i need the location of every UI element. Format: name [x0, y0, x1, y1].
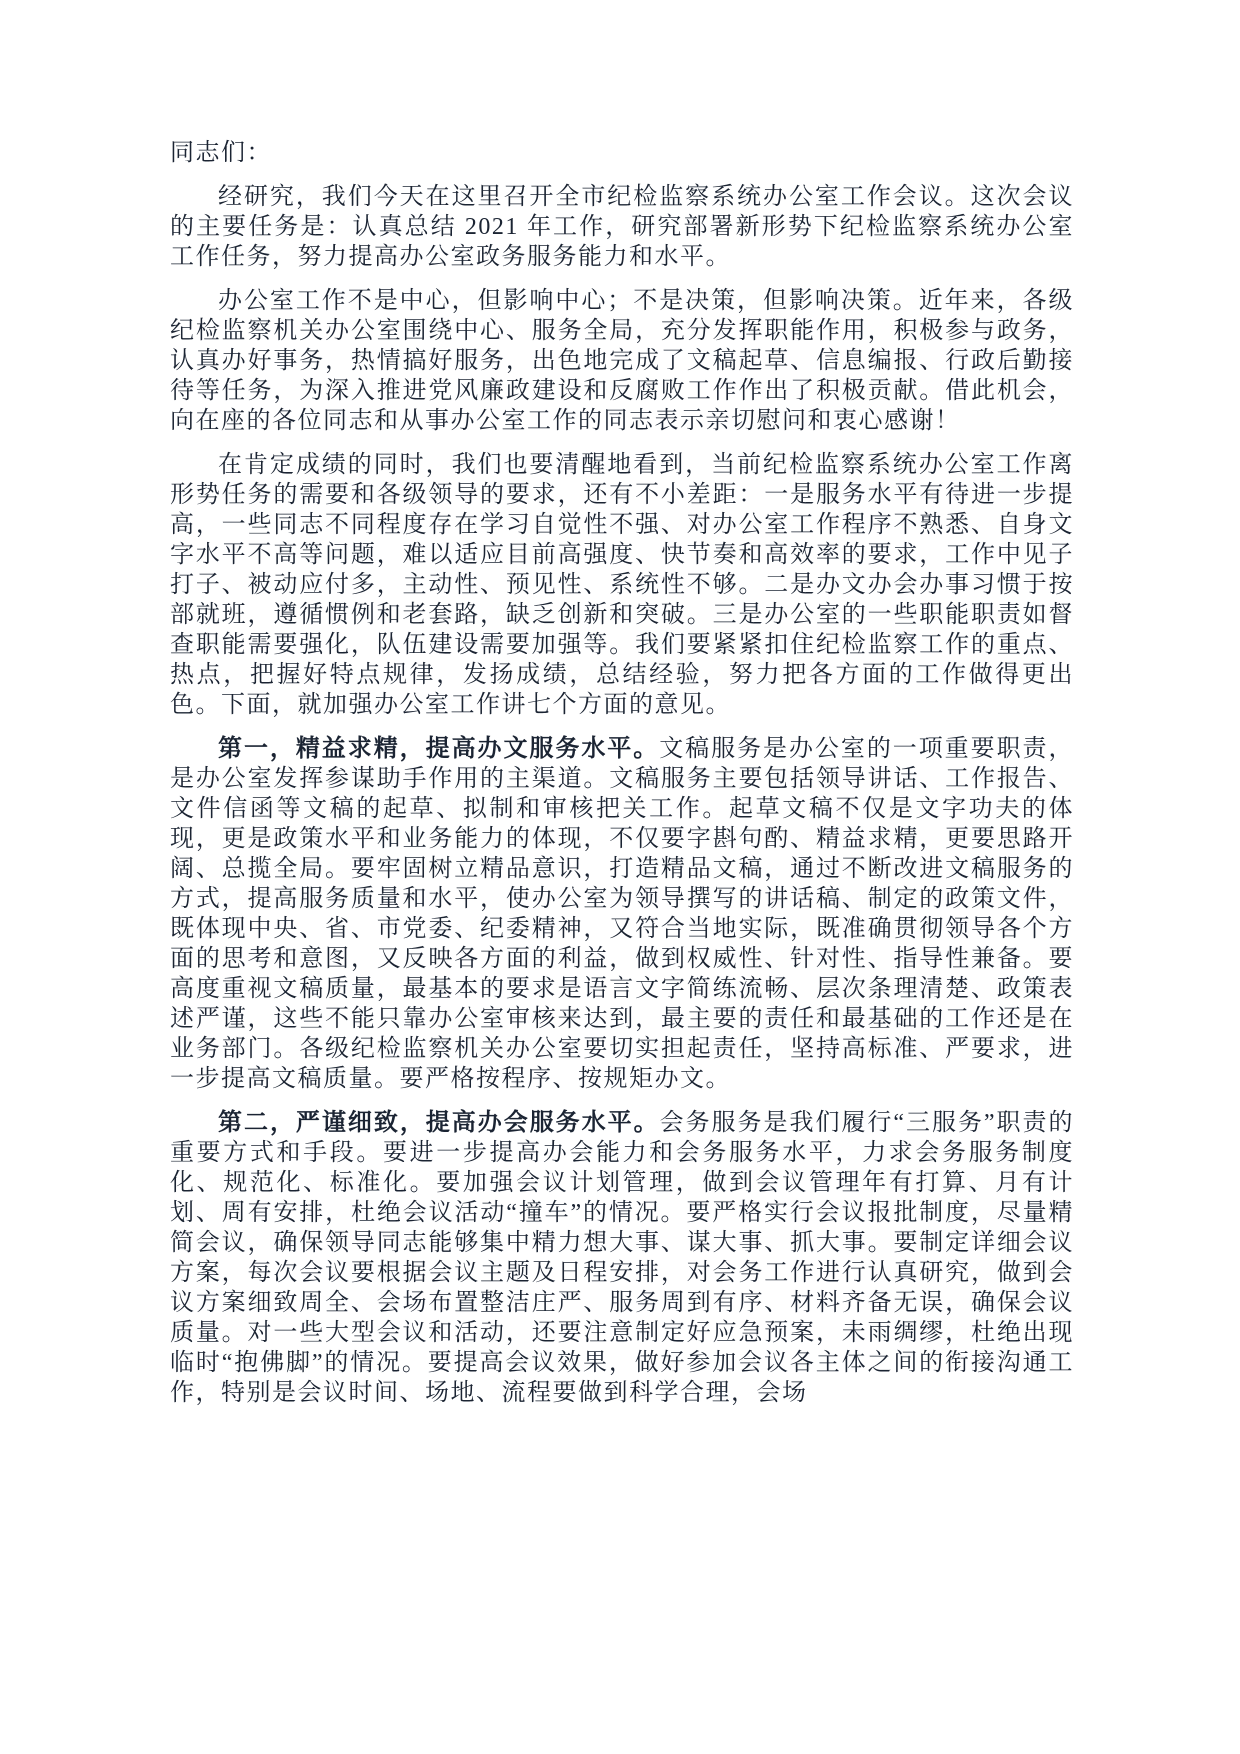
- paragraph-point-2-heading: 第二，严谨细致，提高办会服务水平。: [218, 1110, 660, 1136]
- paragraph-point-1: [170, 734, 1074, 1094]
- paragraph-meeting-purpose: 经研究，我们今天在这里召开全市纪检监察系统办公室工作会议。这次会议的主要任务是：认真总结 2021 年工作，研究部署新形势下纪检监察系统办公室工作任务，努力提高办公室政务服务能力和水平。: [170, 184, 1074, 270]
- paragraph-point-1-heading: 第一，精益求精，提高办文服务水平。: [218, 736, 660, 762]
- paragraph-point-2-body: 会务服务是我们履行“三服务”职责的重要方式和手段。要进一步提高办会能力和会务服务水平，力求会务服务制度化、规范化、标准化。要加强会议计划管理，做到会议管理年有打算、月有计划、周有安排，杜绝会议活动“撞车”的情况。要严格实行会议报批制度，尽量精简会议，确保领导同志能够集中精力想大事、谋大事、抓大事。要制定详细会议方案，每次会议要根据会议主题及日程安排，对会务工作进行认真研究，做到会议方案细致周全、会场布置整洁庄严、服务周到有序、材料齐备无误，确保会议质量。对一些大型会议和活动，还要注意制定好应急预案，未雨绸缪，杜绝出现临时“抱佛脚”的情况。要提高会议效果，做好参加会议各主体之间的衔接沟通工作，特别是会议时间、场地、流程要做到科学合理，会场: [170, 1110, 1075, 1406]
- paragraph-problems-and-gaps: 在肯定成绩的同时，我们也要清醒地看到，当前纪检监察系统办公室工作离形势任务的需要和各级领导的要求，还有不小差距：一是服务水平有待进一步提高，一些同志不同程度存在学习自觉性不强、对办公室工作程序不熟悉、自身文字水平不高等问题，难以适应目前高强度、快节奏和高效率的要求，工作中见子打子、被动应付多，主动性、预见性、系统性不够。二是办文办会办事习惯于按部就班，遵循惯例和老套路，缺乏创新和突破。三是办公室的一些职能职责如督查职能需要强化，队伍建设需要加强等。我们要紧紧扣住纪检监察工作的重点、热点，把握好特点规律，发扬成绩，总结经验，努力把各方面的工作做得更出色。下面，就加强办公室工作讲七个方面的意见。: [170, 452, 1074, 718]
- paragraph-office-role: 办公室工作不是中心，但影响中心；不是决策，但影响决策。近年来，各级纪检监察机关办公室围绕中心、服务全局，充分发挥职能作用，积极参与政务，认真办好事务，热情搞好服务，出色地完成了文稿起草、信息编报、行政后勤接待等任务，为深入推进党风廉政建设和反腐败工作作出了积极贡献。借此机会，向在座的各位同志和从事办公室工作的同志表示亲切慰问和衷心感谢！: [170, 288, 1074, 434]
- paragraph-point-1-body: 文稿服务是办公室的一项重要职责，是办公室发挥参谋助手作用的主渠道。文稿服务主要包括领导讲话、工作报告、文件信函等文稿的起草、拟制和审核把关工作。起草文稿不仅是文字功夫的体现，更是政策水平和业务能力的体现，不仅要字斟句酌、精益求精，更要思路开阔、总揽全局。要牢固树立精品意识，打造精品文稿，通过不断改进文稿服务的方式，提高服务质量和水平，使办公室为领导撰写的讲话稿、制定的政策文件，既体现中央、省、市党委、纪委精神，又符合当地实际，既准确贯彻领导各个方面的思考和意图，又反映各方面的利益，做到权威性、针对性、指导性兼备。要高度重视文稿质量，最基本的要求是语言文字简练流畅、层次条理清楚、政策表述严谨，这些不能只靠办公室审核来达到，最主要的责任和最基础的工作还是在业务部门。各级纪检监察机关办公室要切实担起责任，坚持高标准、严要求，进一步提高文稿质量。要严格按程序、按规矩办文。: [170, 736, 1074, 1092]
- paragraph-point-2: [170, 1108, 1074, 1408]
- salutation: 同志们：: [170, 140, 272, 166]
